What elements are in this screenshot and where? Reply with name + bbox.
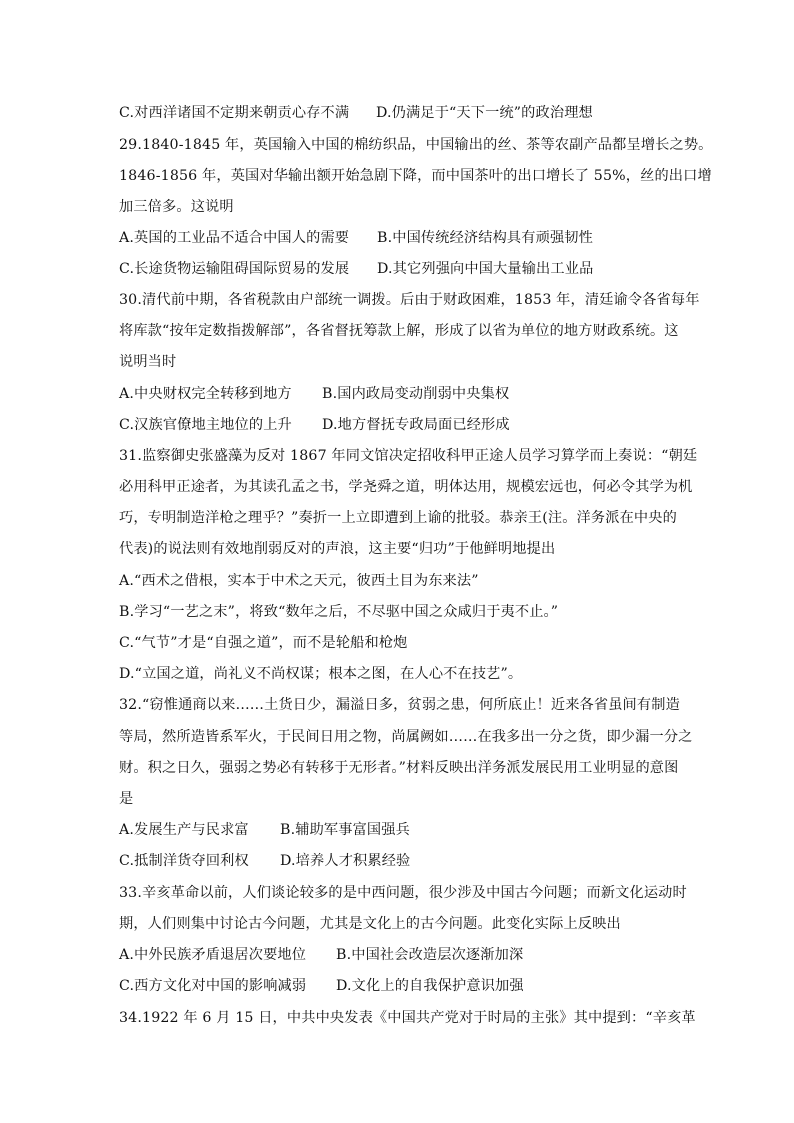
option-c: C.“气节”才是“自强之道”，而不是轮船和枪炮 xyxy=(119,635,408,651)
option-a: A.英国的工业品不适合中国人的需要 xyxy=(119,230,350,246)
option-c: C.对西洋诸国不定期来朝贡心存不满 xyxy=(119,105,350,121)
options-row xyxy=(119,851,679,871)
option-a: A.中外民族矛盾退居次要地位 xyxy=(119,947,307,963)
question-30-line-2: 将库款“按年定数指拨解部”，各省督抚筹款上解，形成了以省为单位的地方财政系统。这 xyxy=(119,323,679,339)
options-row xyxy=(119,820,679,840)
question-34-line-1: 34.1922 年 6 月 15 日，中共中央发表《中国共产党对于时局的主张》其中提到：“辛亥革 xyxy=(119,1010,696,1026)
option-b: B.学习“一艺之末”，将致“数年之后，不尽驱中国之众咸归于夷不止。” xyxy=(119,604,559,620)
text-line xyxy=(119,103,679,123)
option-d: D.培养人才积累经验 xyxy=(280,853,411,869)
options-row xyxy=(119,976,679,996)
question-31-line-3: 巧，专明制造洋枪之理乎？”奏折一上立即遭到上谕的批驳。恭亲王(注。洋务派在中央的 xyxy=(119,510,677,526)
option-d: D.地方督抚专政局面已经形成 xyxy=(322,417,510,433)
question-32-line-4: 是 xyxy=(119,791,134,807)
option-c: C.长途货物运输阻碍国际贸易的发展 xyxy=(119,261,350,277)
option-b: B.中国社会改造层次逐渐加深 xyxy=(336,947,524,963)
option-c: C.汉族官僚地主地位的上升 xyxy=(119,417,292,433)
option-d: D.文化上的自我保护意识加强 xyxy=(336,978,524,994)
question-32-line-1: 32.“窃惟通商以来……土货日少，漏溢日多，贫弱之患，何所底止！近来各省虽间有制造 xyxy=(119,697,680,713)
question-31-line-2: 必用科甲正途者，为其读孔孟之书，学尧舜之道，明体达用，规模宏远也，何必令其学为机 xyxy=(119,479,693,495)
option-a: A.“西术之借根，实本于中术之天元，彼西土目为东来法” xyxy=(119,573,479,589)
option-c: C.西方文化对中国的影响减弱 xyxy=(119,978,307,994)
question-30-line-3: 说明当时 xyxy=(119,354,177,370)
options-row xyxy=(119,415,679,435)
option-d: D.仍满足于“天下一统”的政治理想 xyxy=(376,105,593,121)
options-row xyxy=(119,259,679,279)
option-b: B.中国传统经济结构具有顽强韧性 xyxy=(377,230,593,246)
option-a: A.中央财权完全转移到地方 xyxy=(119,386,292,402)
options-row xyxy=(119,945,679,965)
option-b: B.辅助军事富国强兵 xyxy=(280,822,410,838)
question-33-line-1: 33.辛亥革命以前，人们谈论较多的是中西问题，很少涉及中国古今问题；而新文化运动时 xyxy=(119,885,687,901)
question-30-line-1: 30.清代前中期，各省税款由户部统一调拨。后由于财政困难，1853 年，清廷谕令各省每年 xyxy=(119,292,700,308)
option-c: C.抵制洋货夺回利权 xyxy=(119,853,249,869)
question-29-line-1: 29.1840-1845 年，英国输入中国的棉纺织品，中国输出的丝、茶等农副产品都呈增长之势。 xyxy=(119,137,713,153)
option-d: D.“立国之道，尚礼义不尚权谋；根本之图，在人心不在技艺”。 xyxy=(119,666,523,682)
option-b: B.国内政局变动削弱中央集权 xyxy=(322,386,510,402)
question-29-line-2: 1846-1856 年，英国对华输出额开始急剧下降，而中国茶叶的出口增长了 55%，丝的出口增 xyxy=(119,168,712,184)
option-d: D.其它列强向中国大量输出工业品 xyxy=(377,261,594,277)
question-31-line-4: 代表)的说法则有效地削弱反对的声浪，这主要“归功”于他鲜明地提出 xyxy=(119,541,556,557)
question-32-line-2: 等局，然所造皆系军火，于民间日用之物，尚属阙如……在我多出一分之货，即少漏一分之 xyxy=(119,729,693,745)
question-29-line-3: 加三倍多。这说明 xyxy=(119,199,234,215)
options-row xyxy=(119,228,679,248)
option-a: A.发展生产与民求富 xyxy=(119,822,249,838)
question-31-line-1: 31.监察御史张盛藻为反对 1867 年同文馆决定招收科甲正途人员学习算学而上奏说：“朝廷 xyxy=(119,448,698,464)
options-row xyxy=(119,384,679,404)
question-33-line-2: 期，人们则集中讨论古今问题，尤其是文化上的古今问题。此变化实际上反映出 xyxy=(119,916,621,932)
question-32-line-3: 财。积之日久，强弱之势必有转移于无形者。”材料反映出洋务派发展民用工业明显的意图 xyxy=(119,760,679,776)
